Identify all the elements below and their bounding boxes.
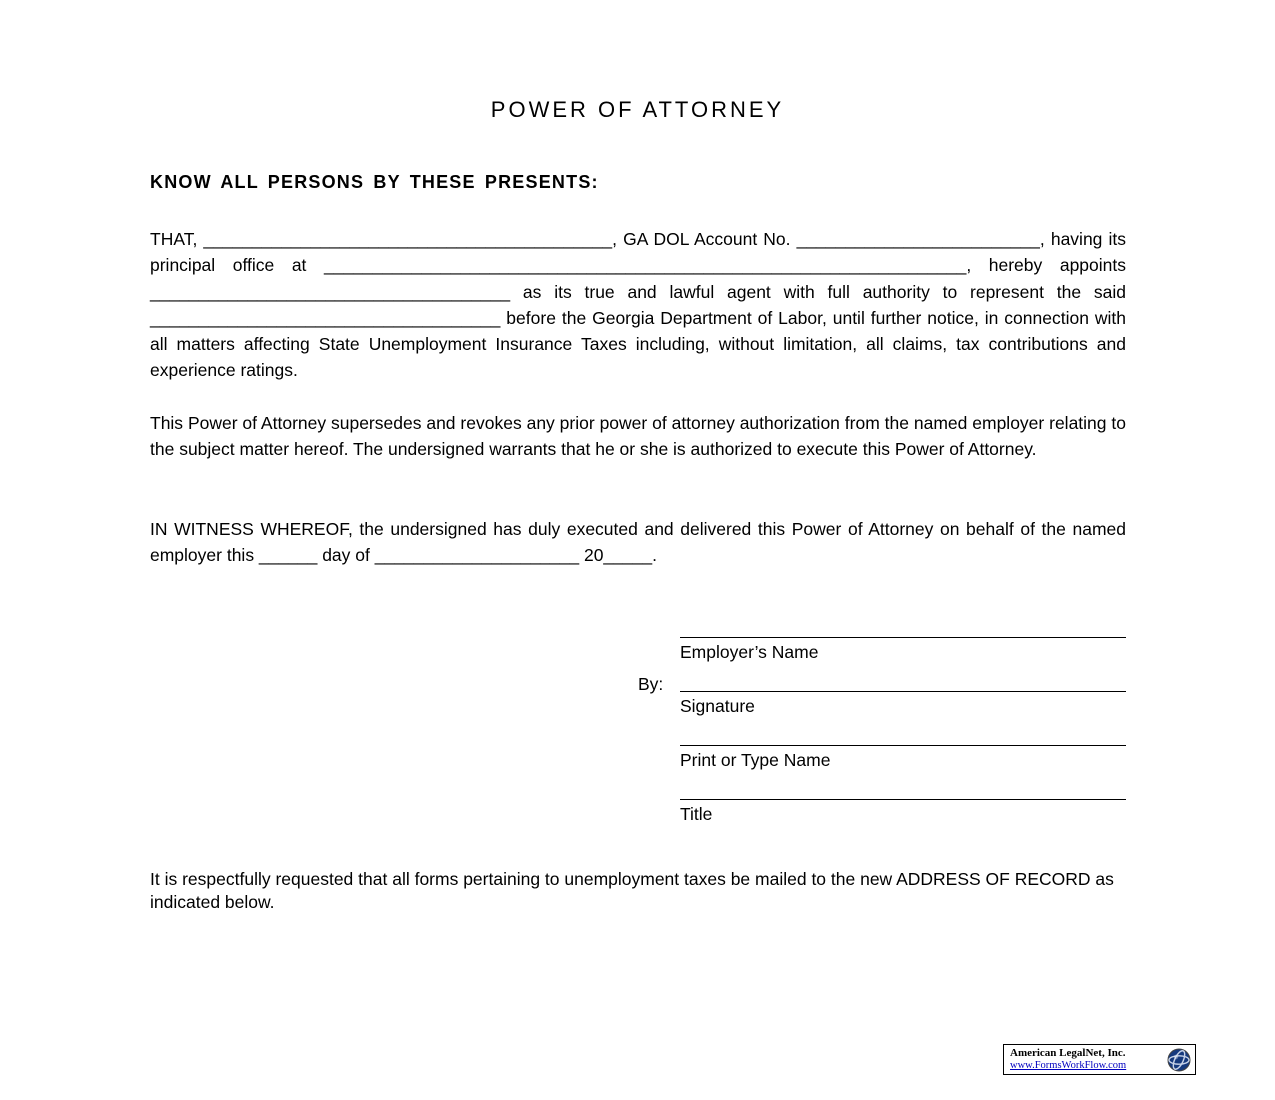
paragraph-mailing: It is respectfully requested that all forms pertaining to unemployment taxes be mailed to the new ADDRESS OF RECORD as indicated below.	[150, 869, 1114, 912]
title-label: Title	[680, 804, 713, 824]
signature-label: Signature	[680, 696, 755, 716]
employer-name-field	[680, 630, 1126, 663]
signature-line	[680, 684, 1126, 692]
presents-heading: KNOW ALL PERSONS BY THESE PRESENTS:	[150, 172, 599, 192]
title-line	[680, 792, 1126, 800]
signature-block	[638, 630, 1126, 846]
paragraph-supersedes: This Power of Attorney supersedes and revokes any prior power of attorney authorization from the named employer relating to the subject matter hereof. The undersigned warrants that he or she is authorized to execute this Power of Attorney.	[150, 413, 1126, 460]
title-field	[680, 792, 1126, 825]
formsworkflow-link[interactable]: www.FormsWorkFlow.com	[1010, 1060, 1127, 1071]
paragraph-that: THAT, __________________________________________, GA DOL Account No. _________________________, having its principal office at __________________________________________________________________, hereby appoints _____________________________________ as its true and lawful agent with full authority to represent the said ____________________________________ before the Georgia Department of Labor, until further notice, in connection with all matters affecting State Unemployment Insurance Taxes including, without limitation, all claims, tax contributions and experience ratings.	[150, 229, 1126, 381]
globe-icon	[1166, 1048, 1192, 1072]
signature-field	[638, 674, 1126, 717]
print-name-line	[680, 738, 1126, 746]
employer-name-label: Employer’s Name	[680, 642, 819, 662]
legalnet-badge	[1003, 1044, 1196, 1075]
print-name-field	[680, 738, 1126, 771]
paragraph-witness: IN WITNESS WHEREOF, the undersigned has duly executed and delivered this Power of Attorney on behalf of the named employer this ______ day of _____________________ 20_____.	[150, 519, 1126, 566]
employer-name-line	[680, 630, 1126, 638]
page-title: POWER OF ATTORNEY	[490, 97, 785, 122]
by-label: By:	[638, 674, 664, 694]
print-name-label: Print or Type Name	[680, 750, 831, 770]
legalnet-company-name: American LegalNet, Inc.	[1010, 1047, 1126, 1059]
